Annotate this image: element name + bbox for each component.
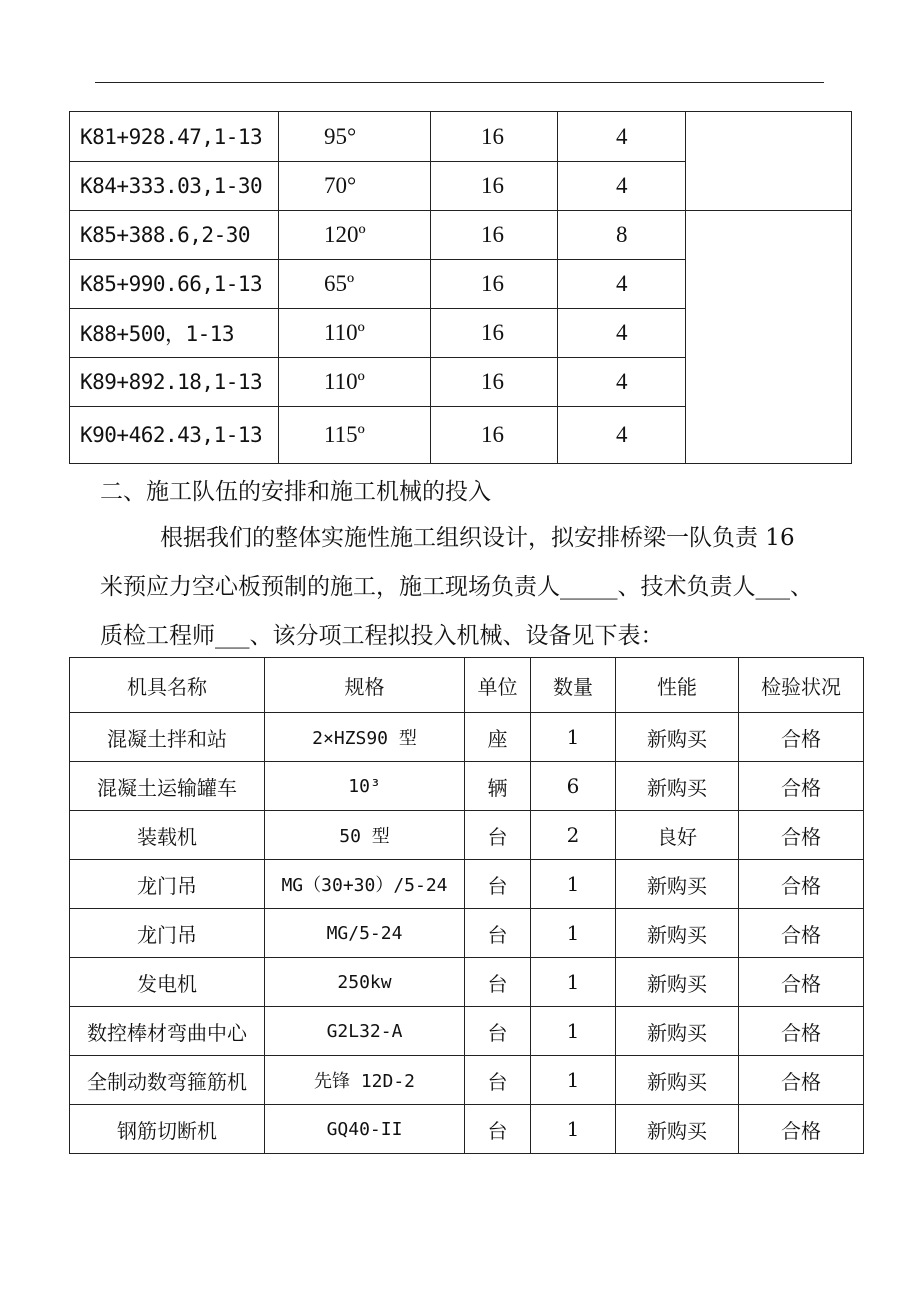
equipment-row [70,713,864,762]
equipment-status-cell: 合格 [739,909,864,958]
equipment-qty-cell: 1 [531,909,616,958]
equipment-name-cell: 钢筋切断机 [70,1105,265,1154]
equipment-unit-cell: 台 [465,1105,531,1154]
remark-cell [686,112,852,211]
equipment-row [70,1007,864,1056]
column-header: 规格 [265,658,465,713]
column-header: 性能 [616,658,739,713]
count-cell: 4 [558,309,686,358]
equipment-unit-cell: 座 [465,713,531,762]
equipment-unit-cell: 台 [465,1056,531,1105]
equipment-performance-cell: 新购买 [616,1007,739,1056]
equipment-row [70,958,864,1007]
station-cell: K85+388.6,2-30 [70,211,279,260]
equipment-status-cell: 合格 [739,860,864,909]
count-cell: 4 [558,260,686,309]
station-cell: K84+333.03,1-30 [70,162,279,211]
station-cell: K89+892.18,1-13 [70,358,279,407]
equipment-qty-cell: 1 [531,713,616,762]
equipment-spec-cell: GQ40-II [265,1105,465,1154]
remark-cell [686,211,852,464]
station-cell: K81+928.47,1-13 [70,112,279,162]
angle-cell: 65º [279,260,431,309]
equipment-qty-cell: 2 [531,811,616,860]
paragraph-line-3: 质检工程师___、该分项工程拟投入机械、设备见下表： [100,623,664,649]
equipment-unit-cell: 台 [465,811,531,860]
angle-cell: 110º [279,309,431,358]
equipment-spec-cell: 10³ [265,762,465,811]
equipment-performance-cell: 新购买 [616,1056,739,1105]
angle-cell: 115º [279,407,431,464]
bridge-row [70,112,852,162]
equipment-header-row [70,658,864,713]
equipment-status-cell: 合格 [739,713,864,762]
equipment-performance-cell: 良好 [616,811,739,860]
column-header: 数量 [531,658,616,713]
equipment-qty-cell: 1 [531,1105,616,1154]
equipment-spec-cell: MG（30+30）/5-24 [265,860,465,909]
equipment-status-cell: 合格 [739,811,864,860]
equipment-name-cell: 全制动数弯箍筋机 [70,1056,265,1105]
equipment-performance-cell: 新购买 [616,713,739,762]
equipment-spec-cell: 50 型 [265,811,465,860]
equipment-performance-cell: 新购买 [616,1105,739,1154]
equipment-name-cell: 装载机 [70,811,265,860]
equipment-row [70,762,864,811]
count-cell: 4 [558,162,686,211]
count-cell: 4 [558,358,686,407]
header-rule [95,82,824,83]
count-cell: 4 [558,112,686,162]
paragraph-line-2: 米预应力空心板预制的施工，施工现场负责人_____、技术负责人___、 [100,574,813,600]
equipment-name-cell: 混凝土拌和站 [70,713,265,762]
equipment-row [70,1105,864,1154]
equipment-spec-cell: 先锋 12D-2 [265,1056,465,1105]
length-cell: 16 [431,162,558,211]
equipment-performance-cell: 新购买 [616,762,739,811]
station-cell: K90+462.43,1-13 [70,407,279,464]
column-header: 单位 [465,658,531,713]
equipment-spec-cell: G2L32-A [265,1007,465,1056]
equipment-qty-cell: 1 [531,860,616,909]
equipment-qty-cell: 1 [531,1007,616,1056]
equipment-name-cell: 龙门吊 [70,909,265,958]
equipment-unit-cell: 辆 [465,762,531,811]
equipment-row [70,811,864,860]
equipment-row [70,1056,864,1105]
equipment-name-cell: 发电机 [70,958,265,1007]
equipment-status-cell: 合格 [739,1105,864,1154]
bridge-row [70,211,852,260]
equipment-name-cell: 龙门吊 [70,860,265,909]
equipment-status-cell: 合格 [739,762,864,811]
equipment-name-cell: 混凝土运输罐车 [70,762,265,811]
equipment-spec-cell: 2×HZS90 型 [265,713,465,762]
angle-cell: 120º [279,211,431,260]
length-cell: 16 [431,309,558,358]
equipment-unit-cell: 台 [465,860,531,909]
length-cell: 16 [431,358,558,407]
equipment-qty-cell: 1 [531,1056,616,1105]
column-header: 机具名称 [70,658,265,713]
equipment-qty-cell: 6 [531,762,616,811]
equipment-qty-cell: 1 [531,958,616,1007]
equipment-performance-cell: 新购买 [616,958,739,1007]
equipment-spec-cell: MG/5-24 [265,909,465,958]
station-cell: K88+500，1-13 [70,309,279,358]
station-cell: K85+990.66,1-13 [70,260,279,309]
column-header: 检验状况 [739,658,864,713]
equipment-table [69,657,864,1154]
equipment-status-cell: 合格 [739,1007,864,1056]
length-cell: 16 [431,211,558,260]
bridge-table [69,111,852,464]
equipment-row [70,909,864,958]
equipment-name-cell: 数控棒材弯曲中心 [70,1007,265,1056]
count-cell: 4 [558,407,686,464]
angle-cell: 110º [279,358,431,407]
length-cell: 16 [431,407,558,464]
equipment-unit-cell: 台 [465,958,531,1007]
equipment-performance-cell: 新购买 [616,909,739,958]
angle-cell: 95° [279,112,431,162]
paragraph-line-1: 根据我们的整体实施性施工组织设计，拟安排桥梁一队负责 16 [160,525,795,551]
equipment-unit-cell: 台 [465,1007,531,1056]
length-cell: 16 [431,112,558,162]
angle-cell: 70° [279,162,431,211]
equipment-row [70,860,864,909]
count-cell: 8 [558,211,686,260]
equipment-status-cell: 合格 [739,1056,864,1105]
length-cell: 16 [431,260,558,309]
equipment-unit-cell: 台 [465,909,531,958]
section-title: 二、施工队伍的安排和施工机械的投入 [100,479,491,505]
equipment-status-cell: 合格 [739,958,864,1007]
equipment-performance-cell: 新购买 [616,860,739,909]
equipment-spec-cell: 250kw [265,958,465,1007]
